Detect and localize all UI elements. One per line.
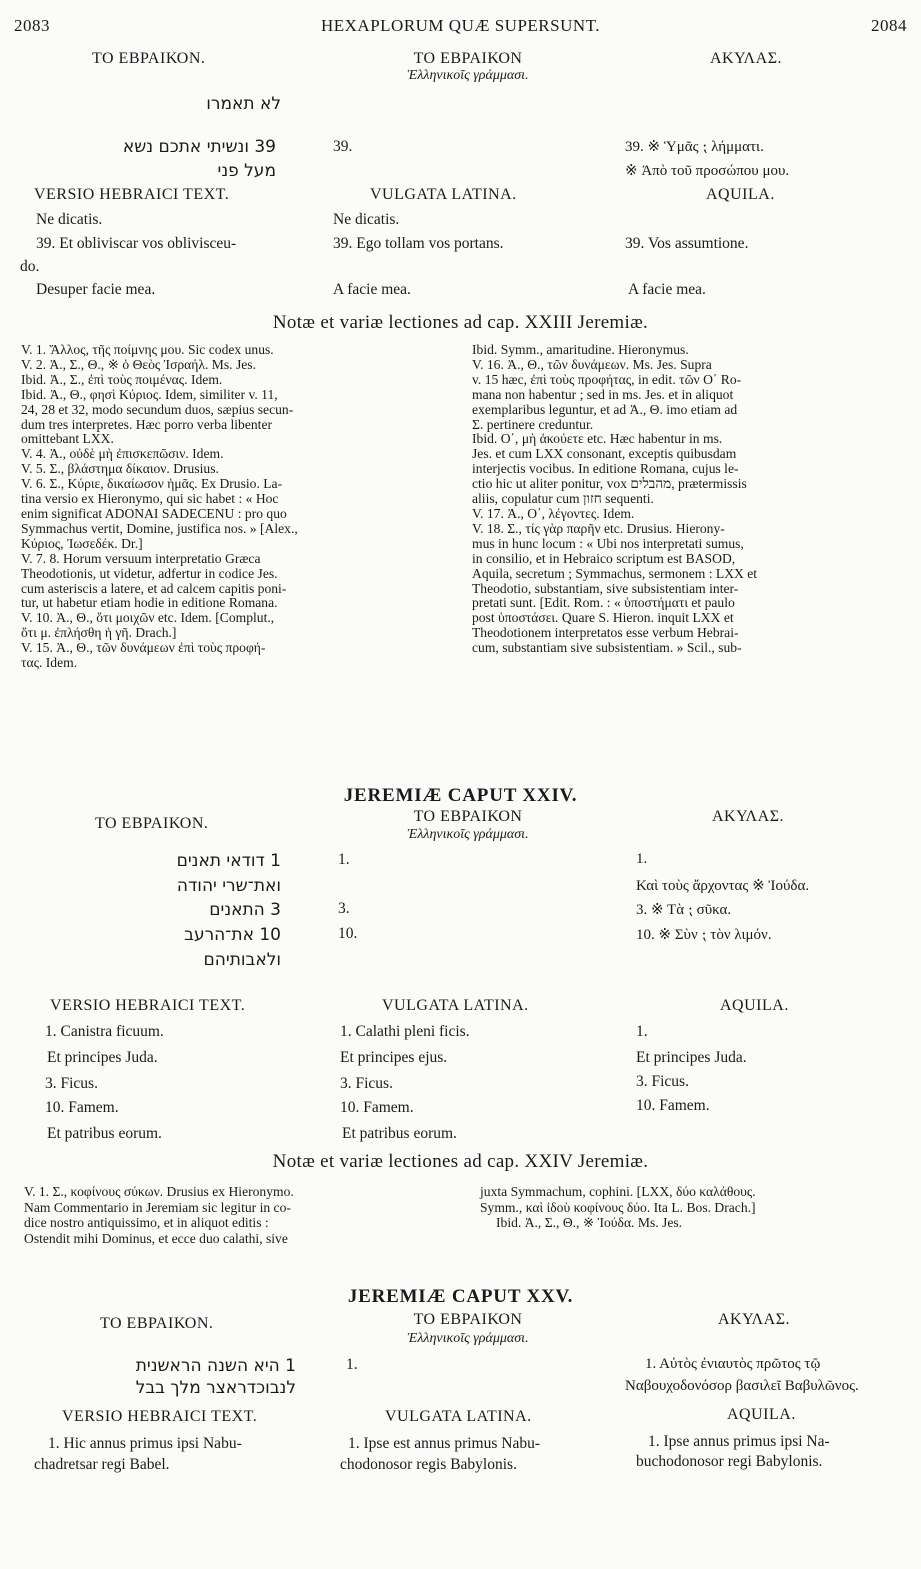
note-line: Ibid. Ἀ., Θ., φησὶ Κύριος. Idem, similiter v. 11,: [21, 386, 278, 402]
notes24-title: Notæ et variæ lectiones ad cap. XXIV Jeremiæ.: [272, 1151, 649, 1172]
ch23-aquila-greek-line: ※ Ἀπὸ τοῦ προσώπου μου.: [625, 163, 790, 179]
note-line: Theodotio, substantiam, sive subsistentiam inter-: [472, 580, 739, 596]
note-line: Ibid. Symm., amaritudine. Hieronymus.: [472, 342, 689, 357]
note-line: juxta Symmachum, cophini. [LXX, δύο καλάθους.: [480, 1184, 756, 1199]
ch24-verse-number: 10.: [338, 925, 358, 942]
ch24-hebrew-line: 1 דודאי תאנים: [176, 851, 281, 871]
note-line: exemplaribus leguntur, et ad Ἀ., Θ. imo etiam ad: [472, 401, 738, 417]
ch24-versio-line: 10. Famem.: [45, 1099, 119, 1116]
note-line: tur, ut habetur etiam hodie in editione Romana.: [21, 595, 278, 611]
ch24-vulgata-head: VULGATA LATINA.: [382, 997, 529, 1014]
note-line: Aquila, secretum ; Symmachus, sermonem : LXX et: [472, 565, 758, 581]
ch23-hebrew-line: לא תאמרו: [206, 94, 281, 114]
running-title: HEXAPLORUM QUÆ SUPERSUNT.: [320, 16, 601, 35]
ch23-aquila-latin-head: AQUILA.: [706, 186, 775, 203]
ch24-versio-line: Et principes Juda.: [47, 1049, 158, 1066]
ch25-aquila-head: ΑΚΥΛΑΣ.: [718, 1311, 791, 1328]
ch23-versio-line: Desuper facie mea.: [36, 281, 156, 298]
ch25-vulgata-head: VULGATA LATINA.: [385, 1408, 532, 1425]
note-line: Symm., καὶ ἰδοὺ κοφίνους δύο. Ita L. Bos. Drach.]: [480, 1199, 756, 1215]
note-line: Jes. et cum LXX consonant, exceptis quibusdam: [472, 446, 737, 462]
ch24-aquila-latin-line: 10. Famem.: [636, 1097, 710, 1114]
ch24-title: JEREMIÆ CAPUT XXIV.: [343, 785, 578, 806]
note-line: Ostendit mihi Dominus, et ecce duo calathi, sive: [24, 1230, 288, 1246]
note-line: 24, 28 et 32, modo secundum duos, sæpius secun-: [21, 401, 294, 417]
ch25-hebrew-line: לנבוכדראצר מלך בבל: [135, 1378, 296, 1398]
note-line: cum asteriscis a latere, et ad calcem capitis poni-: [21, 580, 287, 596]
ch24-aquila-head: ΑΚΥΛΑΣ.: [712, 808, 785, 825]
note-line: V. 4. Ἀ., οὐδὲ μὴ ἐπισκεπῶσιν. Idem.: [21, 446, 224, 462]
notes23-left-column: [21, 343, 461, 671]
ch24-versio-line: 3. Ficus.: [45, 1075, 98, 1092]
note-line: v. 15 hæc, ἐπὶ τοὺς προφήτας, in edit. τῶν Ο΄ Ro-: [472, 371, 742, 387]
ch24-hebrew-line: 3 התאנים: [209, 900, 281, 920]
page-number-right: 2084: [871, 16, 907, 35]
ch24-aquila-greek-line: 3. ※ Τὰ ⁏ σῦκα.: [636, 902, 732, 918]
note-line: τας. Idem.: [21, 655, 78, 671]
note-line: interjectis vocibus. In editione Romana, cujus le-: [472, 461, 739, 477]
ch23-hebraikon-head: ΤΟ ΕΒΡΑΙΚΟΝ.: [92, 50, 206, 67]
ch23-aquila-latin-line: 39. Vos assumtione.: [625, 235, 749, 252]
note-line: V. 7. 8. Horum versuum interpretatio Græca: [21, 550, 261, 566]
note-line: V. 2. Ἀ., Σ., Θ., ※ ὁ Θεὸς Ἰσραήλ. Ms. Jes.: [21, 356, 256, 372]
note-line: Ibid. Ἀ., Σ., ἐπὶ τοὺς ποιμένας. Idem.: [21, 371, 223, 387]
ch25-aquila-latin-line: buchodonosor regi Babylonis.: [636, 1453, 823, 1470]
ch23-hebrew-line: מעל פני: [217, 161, 276, 181]
ch23-vulgata-line: 39. Ego tollam vos portans.: [333, 235, 504, 252]
note-line: Ibid. Ο΄, μὴ ἀκούετε etc. Hæc habentur in ms.: [472, 431, 723, 447]
ch24-hebrew-line: 10 את־הרעב: [184, 925, 281, 945]
note-line: Theodotionis, ut videtur, adfertur in codice Jes.: [21, 565, 278, 581]
ch23-versio-line: 39. Et obliviscar vos oblivisceu-: [36, 235, 237, 252]
notes23-right-column: [472, 343, 912, 656]
note-line: mana non habentur ; sed in ms. Jes. et in aliquot: [472, 386, 734, 402]
ch24-aquila-latin-head: AQUILA.: [720, 997, 789, 1014]
ch23-aquila-greek-line: 39. ※ Ὑμᾶς ⁏ λήμματι.: [625, 139, 764, 155]
note-line: V. 1. Σ., κοφίνους σύκων. Drusius ex Hieronymo.: [24, 1184, 294, 1199]
ch23-aquila-latin-line: A facie mea.: [628, 281, 706, 298]
note-line: enim significat ADONAI SADECENU : pro quo: [21, 505, 287, 521]
ch23-versio-line: do.: [20, 258, 40, 275]
note-line: V. 1. Ἄλλος, τῆς ποίμνης μου. Sic codex unus.: [21, 342, 274, 357]
ch23-greek-letters-sub: Ἑλληνικοῖς γράμμασι.: [407, 68, 529, 83]
ch24-versio-head: VERSIO HEBRAICI TEXT.: [50, 997, 246, 1014]
note-line: pretati sunt. [Edit. Rom. : « ὑποστήματι et paulo: [472, 595, 735, 611]
ch25-vulgata-line: chodonosor regis Babylonis.: [340, 1456, 517, 1473]
ch25-aquila-latin-head: AQUILA.: [727, 1406, 796, 1423]
ch23-aquila-head: ΑΚΥΛΑΣ.: [710, 50, 783, 67]
ch25-greek-letters-head: ΤΟ ΕΒΡΑΙΚΟΝ: [413, 1311, 523, 1328]
note-line: Κύριος, Ἰωσεδέκ. Dr.]: [21, 535, 143, 551]
ch24-versio-line: Et patribus eorum.: [47, 1125, 162, 1142]
ch24-vulgata-line: Et principes ejus.: [340, 1049, 448, 1066]
note-line: cum, substantiam sive subsistentiam. » Scil., sub-: [472, 640, 742, 656]
ch24-versio-line: 1. Canistra ficuum.: [45, 1023, 164, 1040]
ch24-aquila-greek-line: 1.: [636, 851, 648, 867]
note-line: V. 18. Σ., τίς γὰρ παρῆν etc. Drusius. Hierony-: [472, 520, 725, 536]
ch24-vulgata-line: 3. Ficus.: [340, 1075, 393, 1092]
ch25-versio-line: chadretsar regi Babel.: [34, 1456, 170, 1473]
note-line: V. 16. Ἀ., Θ., τῶν δυνάμεων. Ms. Jes. Supra: [472, 356, 712, 372]
ch25-aquila-latin-line: 1. Ipse annus primus ipsi Na-: [648, 1433, 830, 1450]
ch23-versio-line: Ne dicatis.: [36, 211, 103, 228]
note-line: post ὑποστάσει. Quare S. Hieron. inquit LXX et: [472, 610, 734, 626]
notes23-title: Notæ et variæ lectiones ad cap. XXIII Jeremiæ.: [272, 312, 649, 333]
ch24-verse-number: 3.: [338, 900, 350, 917]
ch25-title: JEREMIÆ CAPUT XXV.: [347, 1286, 574, 1307]
ch23-verse-number: 39.: [333, 138, 353, 155]
note-line: tina versio ex Hieronymo, qui sic habet : « Hoc: [21, 491, 279, 507]
ch25-versio-head: VERSIO HEBRAICI TEXT.: [62, 1408, 258, 1425]
ch25-verse-number: 1.: [346, 1356, 358, 1373]
ch24-greek-letters-head: ΤΟ ΕΒΡΑΙΚΟΝ: [413, 808, 523, 825]
note-line: dice nostro antiquissimo, et in aliquot editis :: [24, 1215, 269, 1230]
notes24-left-column: [24, 1184, 464, 1246]
ch24-aquila-latin-line: 1.: [636, 1023, 648, 1040]
ch23-versio-head: VERSIO HEBRAICI TEXT.: [34, 186, 230, 203]
notes24-right-column: [480, 1184, 910, 1231]
ch23-hebrew-line: 39 ונשיתי אתכם נשא: [122, 137, 276, 157]
ch24-aquila-latin-line: Et principes Juda.: [636, 1049, 747, 1066]
ch25-hebrew-line: 1 היא השנה הראשנית: [135, 1356, 296, 1376]
ch23-greek-letters-head: ΤΟ ΕΒΡΑΙΚΟΝ: [413, 50, 523, 67]
ch25-greek-letters-sub: Ἑλληνικοῖς γράμμασι.: [407, 1331, 529, 1346]
note-line: V. 5. Σ., βλάστημα δίκαιον. Drusius.: [21, 461, 219, 477]
note-line: Nam Commentario in Jeremiam sic legitur in co-: [24, 1199, 291, 1215]
note-line: V. 17. Ἀ., Ο΄, λέγοντες. Idem.: [472, 505, 635, 521]
ch23-vulgata-line: A facie mea.: [333, 281, 411, 298]
ch23-vulgata-line: Ne dicatis.: [333, 211, 400, 228]
ch25-aquila-greek-line: Ναβουχοδονόσορ βασιλεῖ Βαβυλῶνος.: [625, 1378, 859, 1394]
ch25-hebraikon-head: ΤΟ ΕΒΡΑΙΚΟΝ.: [100, 1315, 214, 1332]
note-line: in consilio, et in Hebraico scriptum est BASOD,: [472, 550, 736, 566]
note-line: V. 10. Ἀ., Θ., ὅτι μοιχῶν etc. Idem. [Complut.,: [21, 610, 275, 626]
note-line: Theodotionem interpretatos esse verbum Hebrai-: [472, 625, 739, 641]
note-line: dum tres interpretes. Hæc porro verba libenter: [21, 416, 273, 432]
note-line: omittebant LXX.: [21, 431, 114, 447]
note-line: aliis, copulatur cum חזון sequenti.: [472, 491, 654, 507]
ch24-aquila-greek-line: 10. ※ Σὺν ⁏ τὸν λιμόν.: [636, 927, 772, 943]
note-line: ὅτι μ. ἐπλήσθη ἡ γῆ. Drach.]: [21, 625, 177, 641]
note-line: Σ. pertinere creduntur.: [472, 416, 594, 432]
ch24-hebraikon-head: ΤΟ ΕΒΡΑΙΚΟΝ.: [95, 815, 209, 832]
note-line: V. 15. Ἀ., Θ., τῶν δυνάμεων ἐπὶ τοὺς προφή-: [21, 640, 266, 656]
ch24-hebrew-line: ולאבותיהם: [203, 950, 281, 970]
ch24-vulgata-line: 1. Calathi pleni ficis.: [340, 1023, 470, 1040]
note-line: V. 6. Σ., Κύριε, δικαίωσον ἡμᾶς. Ex Drusio. La-: [21, 476, 283, 492]
ch23-vulgata-head: VULGATA LATINA.: [370, 186, 517, 203]
ch24-hebrew-line: ואת־שרי יהודה: [176, 876, 281, 896]
ch24-aquila-greek-line: Καὶ τοὺς ἄρχοντας ※ Ἰούδα.: [636, 878, 810, 894]
note-line: Symmachus vertit, Domine, justifica nos. » [Alex.,: [21, 520, 298, 536]
ch24-verse-number: 1.: [338, 851, 350, 868]
ch25-aquila-greek-line: 1. Αὐτὸς ἐνιαυτὸς πρῶτος τῷ: [645, 1356, 821, 1372]
page-number-left: 2083: [14, 16, 50, 35]
ch24-vulgata-line: Et patribus eorum.: [342, 1125, 457, 1142]
note-line: mus in hunc locum : « Ubi nos interpretati sumus,: [472, 535, 744, 551]
note-line: ctio hic ut aliter ponitur, vox מהבלים, prætermissis: [472, 476, 747, 492]
ch25-vulgata-line: 1. Ipse est annus primus Nabu-: [348, 1435, 540, 1452]
ch24-vulgata-line: 10. Famem.: [340, 1099, 414, 1116]
note-line: Ibid. Ἀ., Σ., Θ., ※ Ἰούδα. Ms. Jes.: [496, 1215, 683, 1230]
ch24-aquila-latin-line: 3. Ficus.: [636, 1073, 689, 1090]
ch24-greek-letters-sub: Ἑλληνικοῖς γράμμασι.: [407, 827, 529, 842]
ch25-versio-line: 1. Hic annus primus ipsi Nabu-: [48, 1435, 242, 1452]
